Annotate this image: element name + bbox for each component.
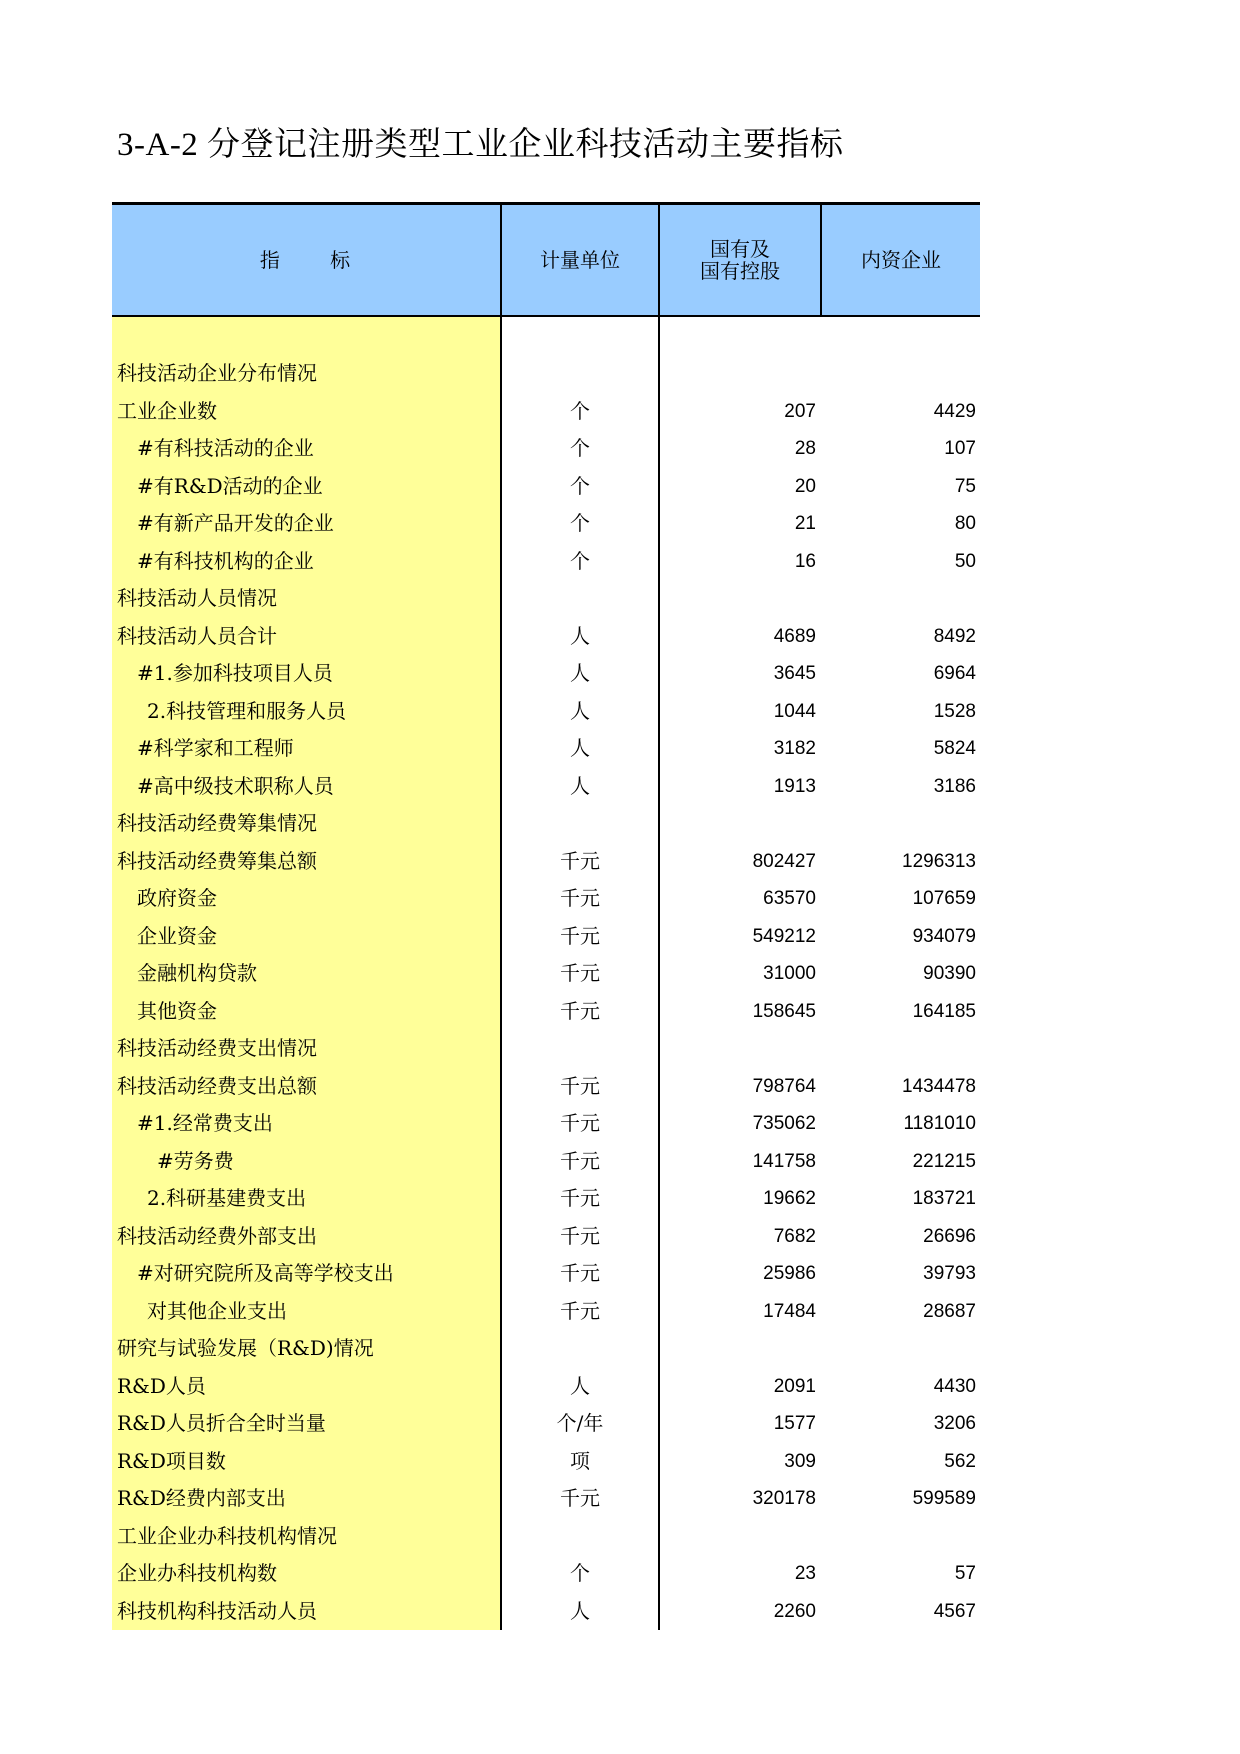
state-owned-value-cell: 1913 <box>773 775 816 797</box>
indicator-cell: 科技活动经费外部支出 <box>117 1223 317 1248</box>
unit-cell: 千元 <box>560 886 600 910</box>
domestic-value-cell: 5824 <box>933 738 976 759</box>
unit-cell: 千元 <box>560 1298 600 1323</box>
domestic-value-cell: 1296313 <box>902 850 976 872</box>
domestic-value-cell: 183721 <box>912 1188 976 1209</box>
domestic-value-cell <box>822 805 976 843</box>
table-row <box>0 805 1240 843</box>
header-divider <box>500 205 502 315</box>
state-owned-value-cell <box>660 805 816 843</box>
state-owned-value-cell: 17484 <box>763 1300 816 1322</box>
state-owned-value-cell: 207 <box>784 400 816 422</box>
domestic-value-cell <box>822 1518 976 1556</box>
indicator-cell: #科学家和工程师 <box>137 736 294 760</box>
unit-cell: 人 <box>570 623 590 648</box>
state-owned-value-cell: 2091 <box>773 1375 816 1397</box>
domestic-value-cell: 1181010 <box>903 1113 976 1134</box>
unit-cell: 千元 <box>560 1111 600 1135</box>
domestic-value-cell: 164185 <box>912 1000 976 1022</box>
indicator-cell: 其他资金 <box>137 998 217 1023</box>
unit-cell: 千元 <box>560 1223 600 1248</box>
domestic-value-cell: 934079 <box>912 925 976 947</box>
indicator-cell: 企业资金 <box>137 923 217 948</box>
domestic-value-cell: 4430 <box>933 1375 976 1397</box>
indicator-cell: 科技活动人员合计 <box>117 623 277 648</box>
table-row <box>0 580 1240 618</box>
indicator-cell: #1.经常费支出 <box>137 1111 273 1135</box>
table-row <box>0 1555 1240 1593</box>
unit-cell <box>502 1330 658 1368</box>
indicator-cell: #有R&D活动的企业 <box>137 473 323 498</box>
table-row <box>0 1105 1240 1143</box>
unit-cell: 人 <box>570 1373 590 1398</box>
indicator-cell: 科技机构科技活动人员 <box>117 1598 317 1623</box>
table-row <box>0 1480 1240 1518</box>
domestic-value-cell <box>822 580 976 618</box>
header-divider <box>820 205 822 315</box>
indicator-cell: 科技活动经费筹集情况 <box>117 811 317 835</box>
state-owned-value-cell: 735062 <box>752 1113 816 1134</box>
unit-cell: 人 <box>570 698 590 723</box>
state-owned-value-cell: 20 <box>794 475 816 497</box>
page-title: 3-A-2 分登记注册类型工业企业科技活动主要指标 <box>117 127 844 163</box>
table-header-rule <box>112 315 980 317</box>
table-row <box>0 918 1240 956</box>
table-row <box>0 1368 1240 1406</box>
state-owned-value-cell: 549212 <box>752 925 816 947</box>
table-row <box>0 1293 1240 1331</box>
indicator-cell: 对其他企业支出 <box>147 1298 287 1323</box>
indicator-cell: 金融机构贷款 <box>137 961 257 985</box>
state-owned-value-cell: 3645 <box>773 663 816 684</box>
state-owned-value-cell: 16 <box>794 550 816 572</box>
table-row <box>0 1068 1240 1106</box>
domestic-value-cell: 599589 <box>912 1488 976 1509</box>
state-owned-value-cell <box>660 1030 816 1068</box>
table-row <box>0 880 1240 918</box>
table-row <box>0 1518 1240 1556</box>
state-owned-value-cell: 25986 <box>763 1263 816 1284</box>
indicator-cell: 科技活动经费支出总额 <box>117 1073 317 1098</box>
state-owned-value-cell: 28 <box>794 438 816 459</box>
unit-cell: 个 <box>570 436 590 460</box>
table-row <box>0 505 1240 543</box>
table-row <box>0 955 1240 993</box>
domestic-value-cell: 4429 <box>933 400 976 422</box>
indicator-cell: 工业企业办科技机构情况 <box>117 1523 337 1548</box>
unit-cell: 人 <box>570 736 590 760</box>
state-owned-value-cell <box>660 580 816 618</box>
domestic-value-cell: 3186 <box>933 775 976 797</box>
indicator-cell: 2.科技管理和服务人员 <box>147 698 347 723</box>
indicator-cell: 科技活动经费支出情况 <box>117 1036 317 1060</box>
state-owned-value-cell: 21 <box>794 513 816 534</box>
unit-cell <box>502 355 658 393</box>
indicator-cell: R&D人员 <box>117 1373 206 1398</box>
domestic-value-cell <box>822 1330 976 1368</box>
table-row <box>0 1255 1240 1293</box>
state-owned-value-cell: 63570 <box>763 888 816 909</box>
domestic-value-cell <box>822 1030 976 1068</box>
unit-cell: 人 <box>570 661 590 685</box>
domestic-value-cell: 28687 <box>923 1300 976 1322</box>
indicator-cell: 企业办科技机构数 <box>117 1561 277 1585</box>
domestic-value-cell: 26696 <box>923 1225 976 1247</box>
indicator-cell: 科技活动企业分布情况 <box>117 361 317 385</box>
domestic-value-cell: 80 <box>954 513 976 534</box>
unit-cell: 个 <box>570 473 590 498</box>
indicator-cell: #1.参加科技项目人员 <box>137 661 333 685</box>
unit-cell: 千元 <box>560 848 600 873</box>
state-owned-value-cell: 7682 <box>773 1225 816 1247</box>
state-owned-value-cell: 2260 <box>773 1600 816 1622</box>
table-row <box>0 993 1240 1031</box>
header-domestic <box>822 205 980 315</box>
header-indicator-label: 指 标 <box>259 248 353 272</box>
table-row <box>0 768 1240 806</box>
state-owned-value-cell: 23 <box>794 1563 816 1584</box>
state-owned-value-cell <box>660 355 816 393</box>
header-state-owned-line2: 国有控股 <box>700 259 780 283</box>
state-owned-value-cell: 309 <box>784 1450 816 1472</box>
unit-cell <box>502 805 658 843</box>
unit-cell: 千元 <box>560 998 600 1023</box>
indicator-cell: 研究与试验发展（R&D)情况 <box>117 1336 374 1360</box>
table-row <box>0 1180 1240 1218</box>
unit-cell: 项 <box>570 1448 590 1473</box>
table-row <box>0 1330 1240 1368</box>
state-owned-value-cell: 1044 <box>773 700 816 722</box>
state-owned-value-cell: 4689 <box>773 625 816 647</box>
table-body <box>0 355 1240 1630</box>
state-owned-value-cell: 158645 <box>752 1000 816 1022</box>
domestic-value-cell: 8492 <box>933 625 976 647</box>
table-row <box>0 393 1240 431</box>
indicator-cell: R&D项目数 <box>117 1448 226 1473</box>
indicator-cell: 政府资金 <box>137 886 217 910</box>
unit-cell: 人 <box>570 773 590 798</box>
table-row <box>0 1030 1240 1068</box>
header-domestic-label: 内资企业 <box>861 248 941 272</box>
state-owned-value-cell <box>660 1330 816 1368</box>
unit-cell <box>502 580 658 618</box>
state-owned-value-cell: 320178 <box>752 1488 816 1509</box>
indicator-cell: 科技活动经费筹集总额 <box>117 848 317 873</box>
unit-cell: 个/年 <box>556 1411 604 1435</box>
domestic-value-cell: 562 <box>944 1450 976 1472</box>
unit-cell: 千元 <box>560 923 600 948</box>
domestic-value-cell: 1528 <box>933 700 976 722</box>
table-row <box>0 1443 1240 1481</box>
indicator-cell: 工业企业数 <box>117 398 217 423</box>
table-row <box>0 843 1240 881</box>
domestic-value-cell: 50 <box>954 550 976 572</box>
unit-cell <box>502 1518 658 1556</box>
indicator-cell: #劳务费 <box>157 1148 234 1173</box>
domestic-value-cell: 57 <box>954 1563 976 1584</box>
table-row <box>0 693 1240 731</box>
unit-cell: 千元 <box>560 1486 600 1510</box>
table-row <box>0 1593 1240 1631</box>
state-owned-value-cell: 31000 <box>763 963 816 984</box>
state-owned-value-cell: 1577 <box>773 1413 816 1434</box>
indicator-cell: R&D经费内部支出 <box>117 1486 286 1510</box>
domestic-value-cell: 4567 <box>933 1600 976 1622</box>
table-row <box>0 355 1240 393</box>
indicator-cell: R&D人员折合全时当量 <box>117 1411 326 1435</box>
table-row <box>0 1143 1240 1181</box>
state-owned-value-cell: 19662 <box>763 1188 816 1209</box>
indicator-cell: 科技活动人员情况 <box>117 586 277 610</box>
header-state-owned <box>660 205 820 315</box>
domestic-value-cell: 39793 <box>923 1263 976 1284</box>
unit-cell: 千元 <box>560 1261 600 1285</box>
table-row <box>0 1405 1240 1443</box>
domestic-value-cell: 221215 <box>912 1150 976 1172</box>
unit-cell: 千元 <box>560 961 600 985</box>
unit-cell: 个 <box>570 1561 590 1585</box>
unit-cell: 千元 <box>560 1148 600 1173</box>
header-divider <box>658 205 660 315</box>
table-row <box>0 468 1240 506</box>
header-indicator <box>112 205 500 315</box>
domestic-value-cell <box>822 355 976 393</box>
indicator-cell: #对研究院所及高等学校支出 <box>137 1261 394 1285</box>
state-owned-value-cell: 141758 <box>752 1150 816 1172</box>
domestic-value-cell: 1434478 <box>902 1075 976 1097</box>
unit-cell: 个 <box>570 398 590 423</box>
header-unit <box>502 205 658 315</box>
domestic-value-cell: 6964 <box>933 663 976 684</box>
indicator-cell: #有新产品开发的企业 <box>137 511 334 535</box>
domestic-value-cell: 3206 <box>933 1413 976 1434</box>
domestic-value-cell: 107 <box>944 438 976 459</box>
header-state-owned-line1: 国有及 <box>710 237 770 261</box>
state-owned-value-cell: 3182 <box>773 738 816 759</box>
table-row <box>0 1218 1240 1256</box>
unit-cell <box>502 1030 658 1068</box>
indicator-cell: 2.科研基建费支出 <box>147 1186 307 1210</box>
unit-cell: 个 <box>570 511 590 535</box>
unit-cell: 千元 <box>560 1186 600 1210</box>
state-owned-value-cell: 798764 <box>752 1075 816 1097</box>
header-unit-label: 计量单位 <box>540 248 620 272</box>
indicator-cell: #高中级技术职称人员 <box>137 773 334 798</box>
table-row <box>0 655 1240 693</box>
unit-cell: 人 <box>570 1598 590 1623</box>
indicator-cell: #有科技活动的企业 <box>137 436 314 460</box>
domestic-value-cell: 90390 <box>923 963 976 984</box>
unit-cell: 个 <box>570 548 590 573</box>
domestic-value-cell: 75 <box>954 475 976 497</box>
domestic-value-cell: 107659 <box>912 888 976 909</box>
state-owned-value-cell <box>660 1518 816 1556</box>
table-row <box>0 618 1240 656</box>
state-owned-value-cell: 802427 <box>752 850 816 872</box>
table-row <box>0 430 1240 468</box>
table-row <box>0 543 1240 581</box>
table-row <box>0 730 1240 768</box>
indicator-cell: #有科技机构的企业 <box>137 548 314 573</box>
unit-cell: 千元 <box>560 1073 600 1098</box>
